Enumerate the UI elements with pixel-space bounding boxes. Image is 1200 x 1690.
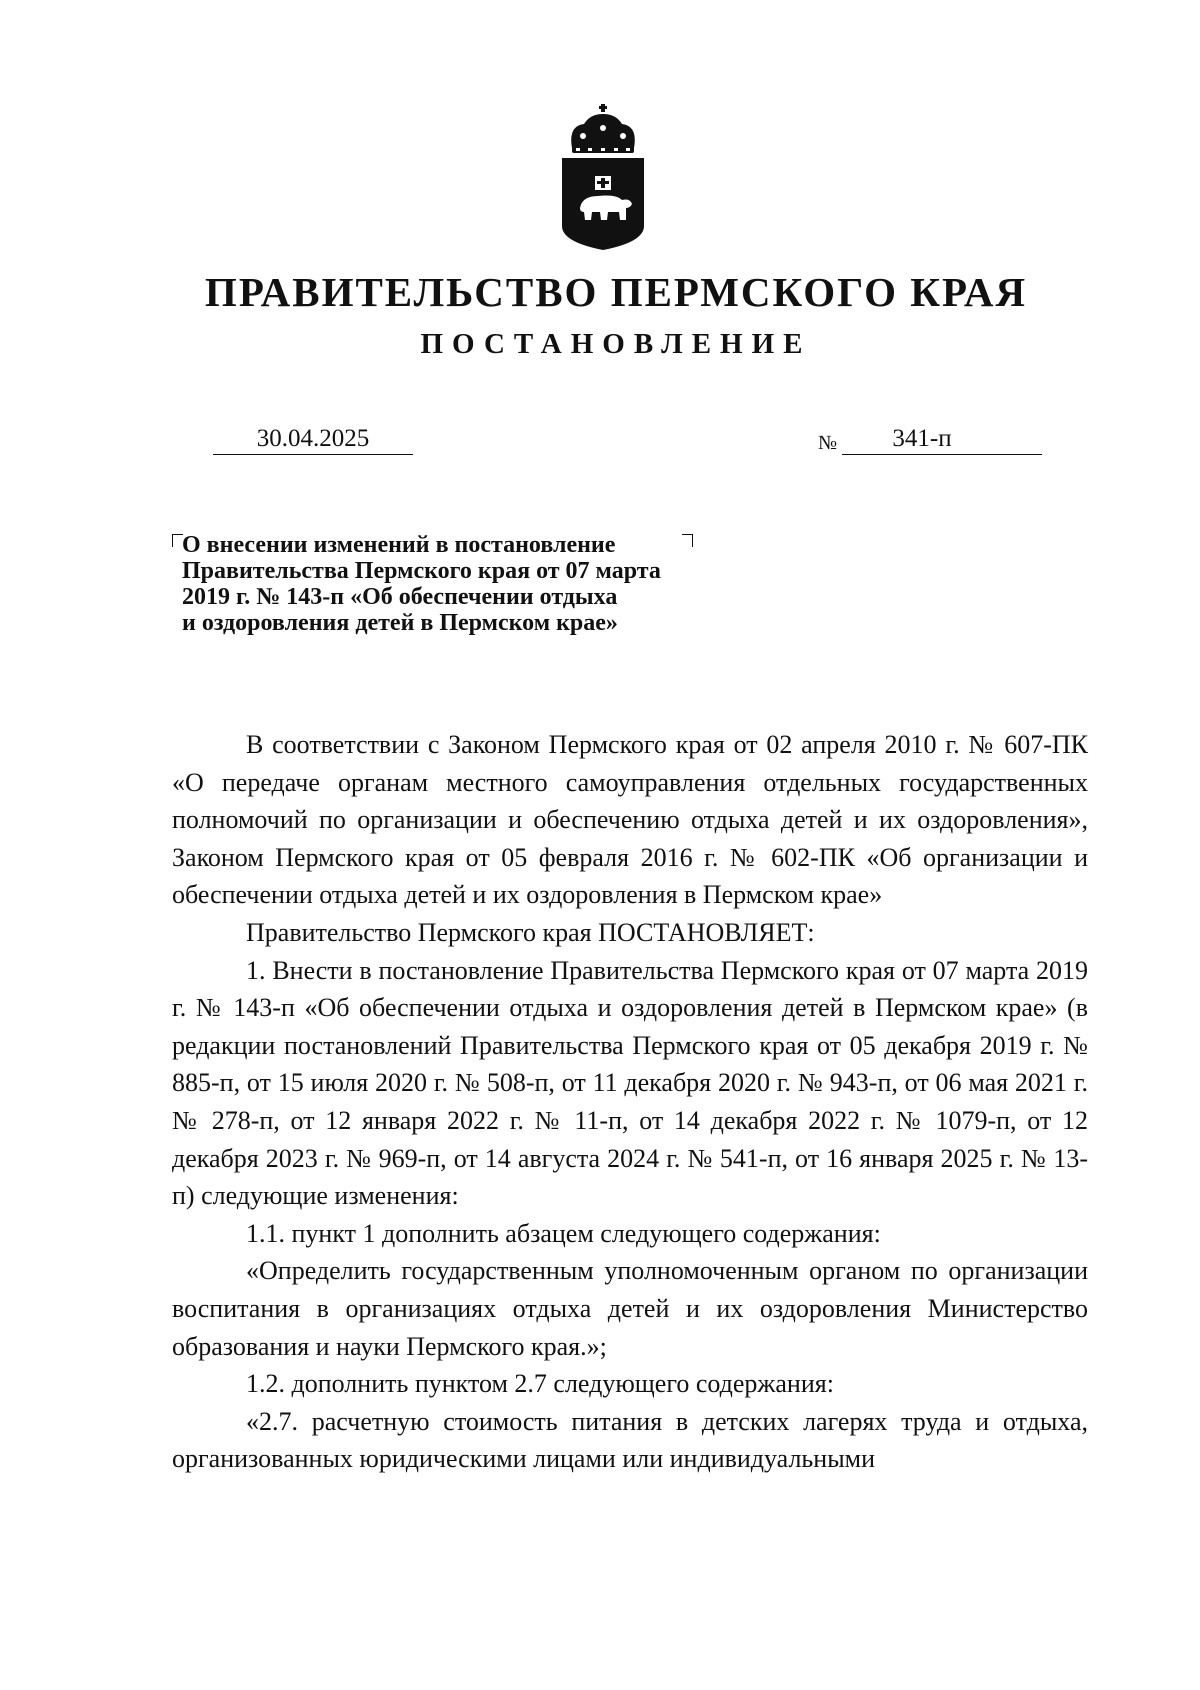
body-paragraph: 1.2. дополнить пунктом 2.7 следующего содержания:	[246, 1369, 834, 1399]
document-number-field	[842, 424, 1042, 455]
subject-line: О внесении изменений в постановление	[182, 532, 616, 558]
document-type: ПОСТАНОВЛЕНИЕ	[420, 328, 812, 360]
government-title: ПРАВИТЕЛЬСТВО ПЕРМСКОГО КРАЯ	[204, 269, 1028, 315]
document-number: 341-п	[892, 425, 952, 452]
subject-line: 2019 г. № 143-п «Об обеспечении отдыха	[182, 584, 618, 610]
body-paragraph: В соответствии с Законом Пермского края от 02 апреля 2010 г. № 607-ПК «О передаче органам местного самоуправления отдельных государственных полномочий по организации и обеспечению отдыха детей и их оздоровления», Законом Пермского края от 05 февраля 2016 г. № 602-ПК «Об организации и обеспечении отдыха детей и их оздоровления в Пермском крае»	[172, 730, 1088, 910]
document-body	[172, 726, 1088, 1478]
subject-line: Правительства Пермского края от 07 марта	[182, 558, 661, 584]
body-paragraph: «Определить государственным уполномоченным органом по организации воспитания в организациях отдыха детей и их оздоровления Министерство образования и науки Пермского края.»;	[172, 1256, 1088, 1361]
document-subject	[182, 532, 742, 636]
subject-line: и оздоровления детей в Пермском крае»	[182, 610, 618, 636]
document-date: 30.04.2025	[213, 424, 413, 455]
number-sign: №	[818, 432, 838, 454]
body-paragraph: 1. Внести в постановление Правительства Пермского края от 07 марта 2019 г. № 143-п «Об обеспечении отдыха и оздоровления детей в Пермском крае» (в редакции постановлений Правительства Пермского края от 05 декабря 2019 г. № 885-п, от 15 июля 2020 г. № 508-п, от 11 декабря 2020 г. № 943-п, от 06 мая 2021 г. № 278-п, от 12 января 2022 г. № 11-п, от 14 декабря 2022 г. № 1079-п, от 12 декабря 2023 г. № 969-п, от 14 августа 2024 г. № 541-п, от 16 января 2025 г. № 13-п) следующие изменения:	[172, 955, 1088, 1211]
body-paragraph: 1.1. пункт 1 дополнить абзацем следующего содержания:	[246, 1218, 881, 1248]
body-paragraph: «2.7. расчетную стоимость питания в детских лагерях труда и отдыха, организованных юридическими лицами или индивидуальными	[172, 1406, 1088, 1474]
coat-of-arms-icon	[558, 104, 648, 252]
body-paragraph: Правительство Пермского края ПОСТАНОВЛЯЕТ:	[246, 917, 815, 947]
